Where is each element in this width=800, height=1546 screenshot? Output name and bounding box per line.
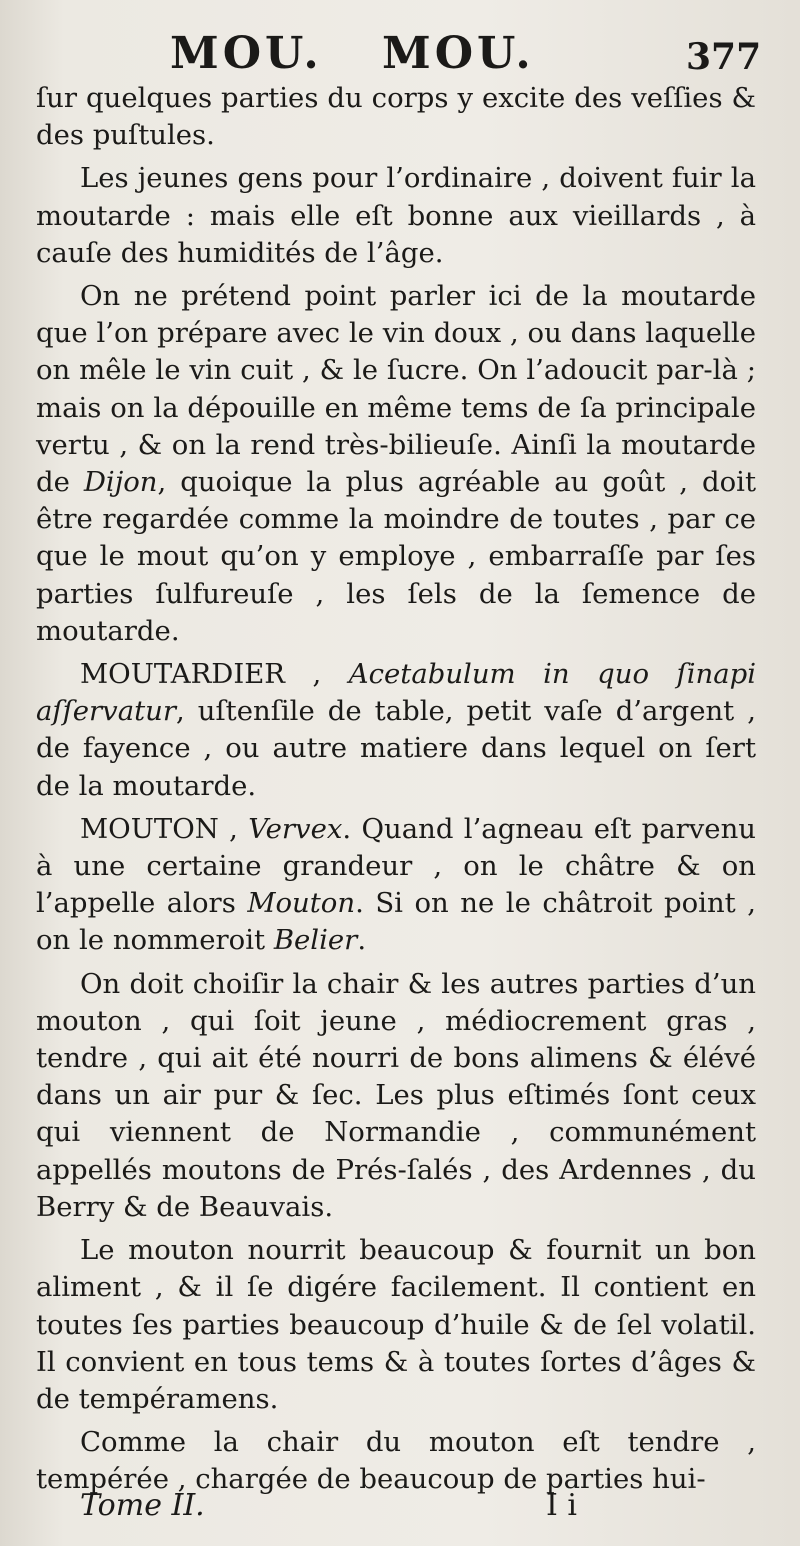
text-run: Comme la chair du mouton eſt tendre , tempérée , chargée de beaucoup de parties hui- [36,1426,756,1496]
paragraph [36,160,756,272]
signature-mark: I i [546,1488,577,1523]
italic-text-run: Dijon [83,466,158,499]
text-run: , uſtenſile de table, petit vaſe d’argent , de fayence , ou autre matiere dans lequel on ſert de la moutarde. [36,695,756,802]
text-run: On doit choiſir la chair & les autres parties d’un mouton , qui ſoit jeune , médiocrement gras , tendre , qui ait été nourri de bons alimens & élévé dans un air pur & ſec. Les plus eſtimés ſont ceux qui viennent de Normandie , communément appellés moutons de Prés-ſalés , des Ardennes , du Berry & de Beauvais. [36,967,756,1223]
italic-text-run: Belier [273,924,358,957]
text-run: . Si on ne le châtroit point , on le nommeroit [36,887,756,957]
text-run: ſur quelques parties du corps y excite des veſſies & des puſtules. [36,82,756,152]
volume-label: Tome II. [80,1488,205,1523]
paragraph [36,1232,756,1418]
paragraph [36,966,756,1226]
text-run: . [357,924,367,957]
running-head [0,22,800,82]
italic-text-run: Mouton [247,887,356,920]
paragraph [36,80,756,154]
page-footer [0,1486,800,1526]
text-run: , quoique la plus agréable au goût , doit être regardée comme la moindre de toutes , par ce que le mout qu’on y employe , embarraſſe par ſes parties ſulfureuſe , les ſels de la ſemence de moutarde. [36,466,756,647]
paragraph [36,278,756,650]
text-run: On ne prétend point parler ici de la moutarde que l’on prépare avec le vin doux , ou dans laquelle on mêle le vin cuit , & le ſucre. On l’adoucit par-là ; mais on la dépouille en même tems de ſa principale vertu , & on la rend très-bilieuſe. Ainſi la moutarde de [36,280,756,499]
page-number: 377 [686,36,762,78]
italic-text-run: Vervex [248,812,343,845]
text-run: MOUTARDIER , [80,658,349,691]
page-body [36,80,756,1499]
text-run: MOUTON , [80,812,249,845]
text-run: Le mouton nourrit beaucoup & fournit un bon aliment , & il ſe digére facilement. Il contient en toutes ſes parties beaucoup d’huile & de ſel volatil. Il convient en tous tems & à toutes ſortes d’âges & de tempéramens. [36,1234,756,1415]
text-run: Les jeunes gens pour l’ordinaire , doivent fuir la moutarde : mais elle eſt bonne aux vieillards , à cauſe des humidités de l’âge. [36,162,756,269]
running-head-left: MOU. [170,28,323,79]
text-run: . Quand l’agneau eſt parvenu à une certaine grandeur , on le châtre & on l’appelle alors [36,812,756,920]
paragraph [36,656,756,805]
running-head-right: MOU. [382,28,535,79]
paragraph [36,811,756,960]
italic-text-run: Acetabulum in quo ſinapi aſſervatur [36,658,756,728]
